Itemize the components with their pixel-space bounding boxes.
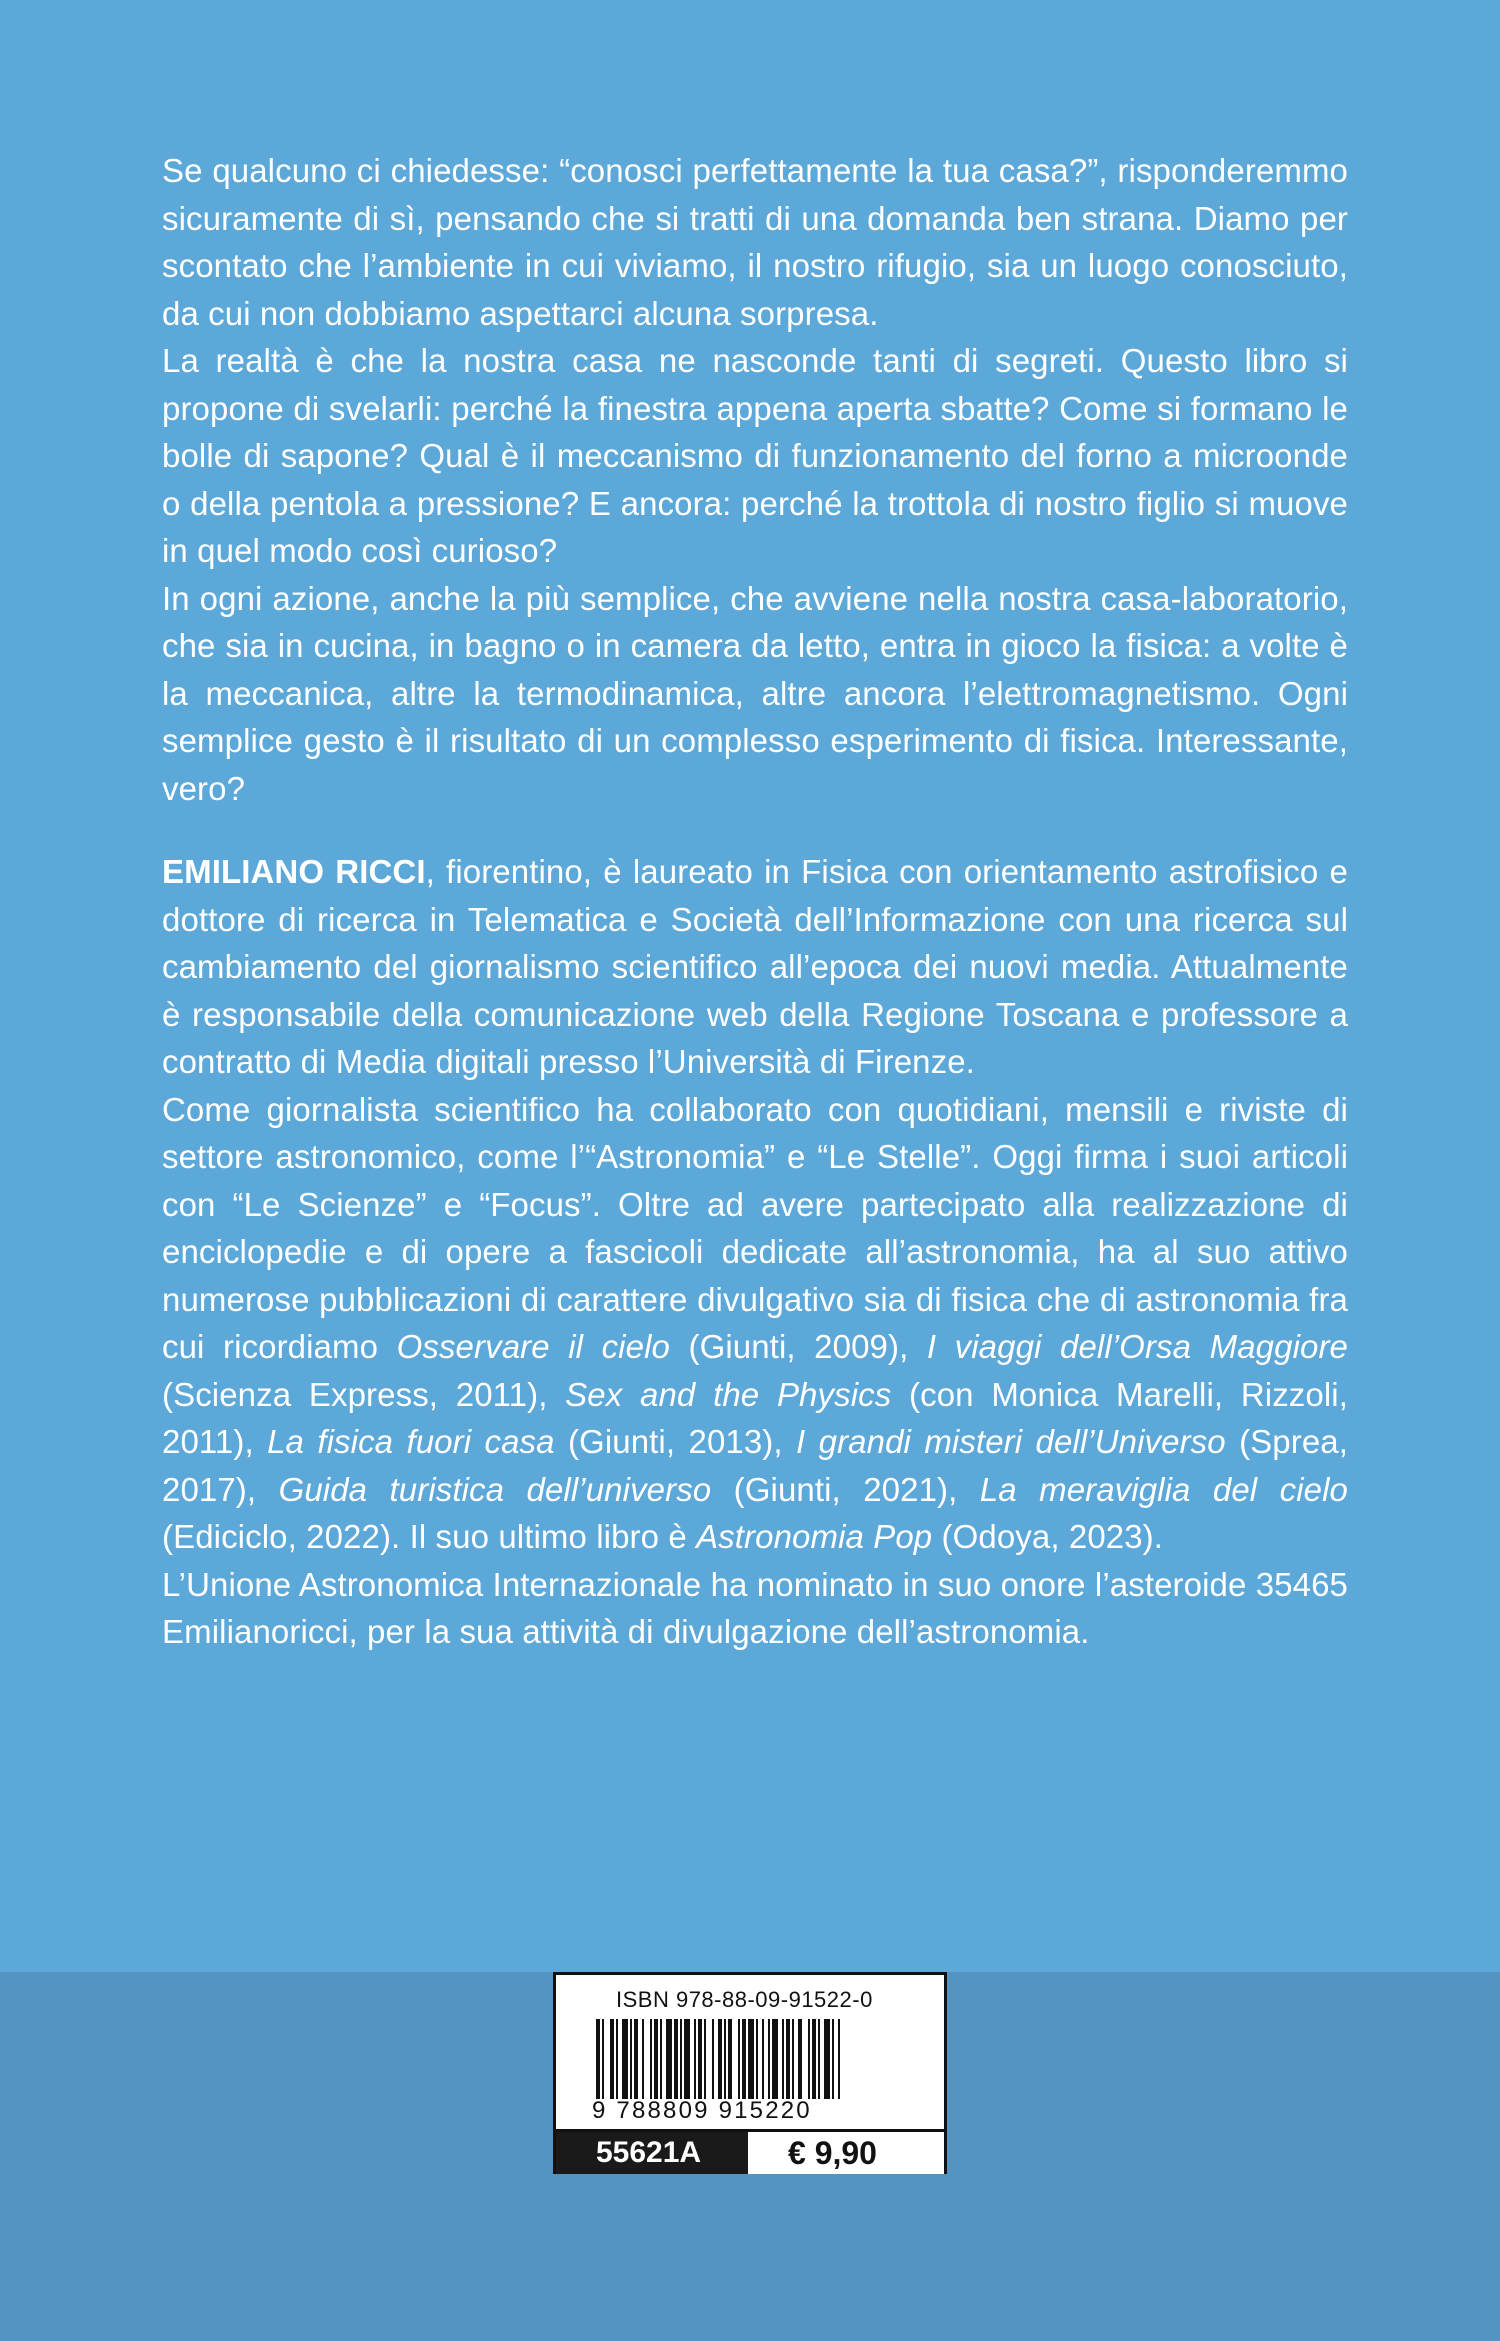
- book-title: Osservare il cielo: [396, 1328, 670, 1365]
- book-details: (con Monica Marelli, Rizzoli, 2011),: [162, 1375, 1348, 1460]
- book-title: I viaggi dell’Orsa Maggiore: [926, 1328, 1348, 1365]
- author-works-paragraph: [162, 1086, 1348, 1561]
- book-details: (Sprea, 2017),: [162, 1423, 1349, 1508]
- barcode-box: [553, 1972, 947, 2174]
- author-bio-text: , fiorentino, è laureato in Fisica con orientamento astrofisico e dottore di ricerca in Telematica e Società dell’Informazione con una ricerca sul cambiamento del giornalismo scientifico all’epoca dei nuovi media. Attualmente è responsabile della comunicazione web della Regione Toscana e professore a contratto di Media digitali presso l’Università di Firenze.: [162, 853, 1348, 1080]
- barcode-digits: 9 788809 915220: [592, 2097, 812, 2124]
- book-title: Guida turistica dell’universo: [278, 1470, 712, 1508]
- book-title: La meraviglia del cielo: [979, 1470, 1348, 1508]
- book-title: Sex and the Physics: [565, 1375, 892, 1413]
- book-details: (Scienza Express, 2011),: [162, 1375, 566, 1413]
- code-price-row: [556, 2129, 944, 2174]
- book-details: (Giunti, 2009),: [669, 1328, 927, 1365]
- book-title: I grandi misteri dell’Universo: [796, 1423, 1226, 1460]
- book-details: (Odoya, 2023).: [932, 1518, 1164, 1555]
- isbn-label: ISBN 978-88-09-91522-0: [616, 1987, 873, 2012]
- blurb-paragraph: Se qualcuno ci chiedesse: “conosci perfettamente la tua casa?”, risponderemmo sicuramente di sì, pensando che si tratti di una domanda ben strana. Diamo per scontato che l’ambiente in cui viviamo, il nostro rifugio, sia un luogo conosciuto, da cui non dobbiamo aspettarci alcuna sorpresa.: [162, 152, 1348, 332]
- author-name: EMILIANO RICCI: [162, 853, 426, 890]
- book-details: (Giunti, 2021),: [711, 1470, 980, 1508]
- book-details: (Giunti, 2013),: [554, 1423, 797, 1460]
- price-label: € 9,90: [748, 2132, 944, 2174]
- author-bio-paragraph: [162, 848, 1348, 1086]
- barcode-icon: [596, 2019, 916, 2099]
- blurb-text: [162, 147, 1348, 812]
- author-bio: [162, 848, 1348, 1656]
- book-details: (Ediciclo, 2022). Il suo ultimo libro è: [162, 1518, 697, 1555]
- book-title: Astronomia Pop: [696, 1518, 933, 1555]
- asteroid-paragraph: L’Unione Astronomica Internazionale ha nominato in suo onore l’asteroide 35465 Emilianoricci, per la sua attività di divulgazione dell’astronomia.: [162, 1565, 1348, 1650]
- blurb-paragraph: La realtà è che la nostra casa ne nasconde tanti di segreti. Questo libro si propone di svelarli: perché la finestra appena aperta sbatte? Come si formano le bolle di sapone? Qual è il meccanismo di funzionamento del forno a microonde o della pentola a pressione? E ancora: perché la trottola di nostro figlio si muove in quel modo così curioso?: [162, 342, 1348, 569]
- author-works-lead: Come giornalista scientifico ha collaborato con quotidiani, mensili e riviste di settore astronomico, come l’“Astronomia” e “Le Stelle”. Oggi firma i suoi articoli con “Le Scienze” e “Focus”. Oltre ad avere partecipato alla realizzazione di enciclopedie e di opere a fascicoli dedicate all’astronomia, ha al suo attivo numerose pubblicazioni di carattere divulgativo sia di fisica che di astronomia fra cui ricordiamo: [162, 1090, 1348, 1365]
- product-code: 55621A: [556, 2132, 748, 2174]
- blurb-paragraph: In ogni azione, anche la più semplice, che avviene nella nostra casa-laboratorio, che sia in cucina, in bagno o in camera da letto, entra in gioco la fisica: a volte è la meccanica, altre la termodinamica, altre ancora l’elettromagnetismo. Ogni semplice gesto è il risultato di un complesso esperimento di fisica. Interessante, vero?: [162, 579, 1348, 807]
- book-title: La fisica fuori casa: [267, 1423, 555, 1460]
